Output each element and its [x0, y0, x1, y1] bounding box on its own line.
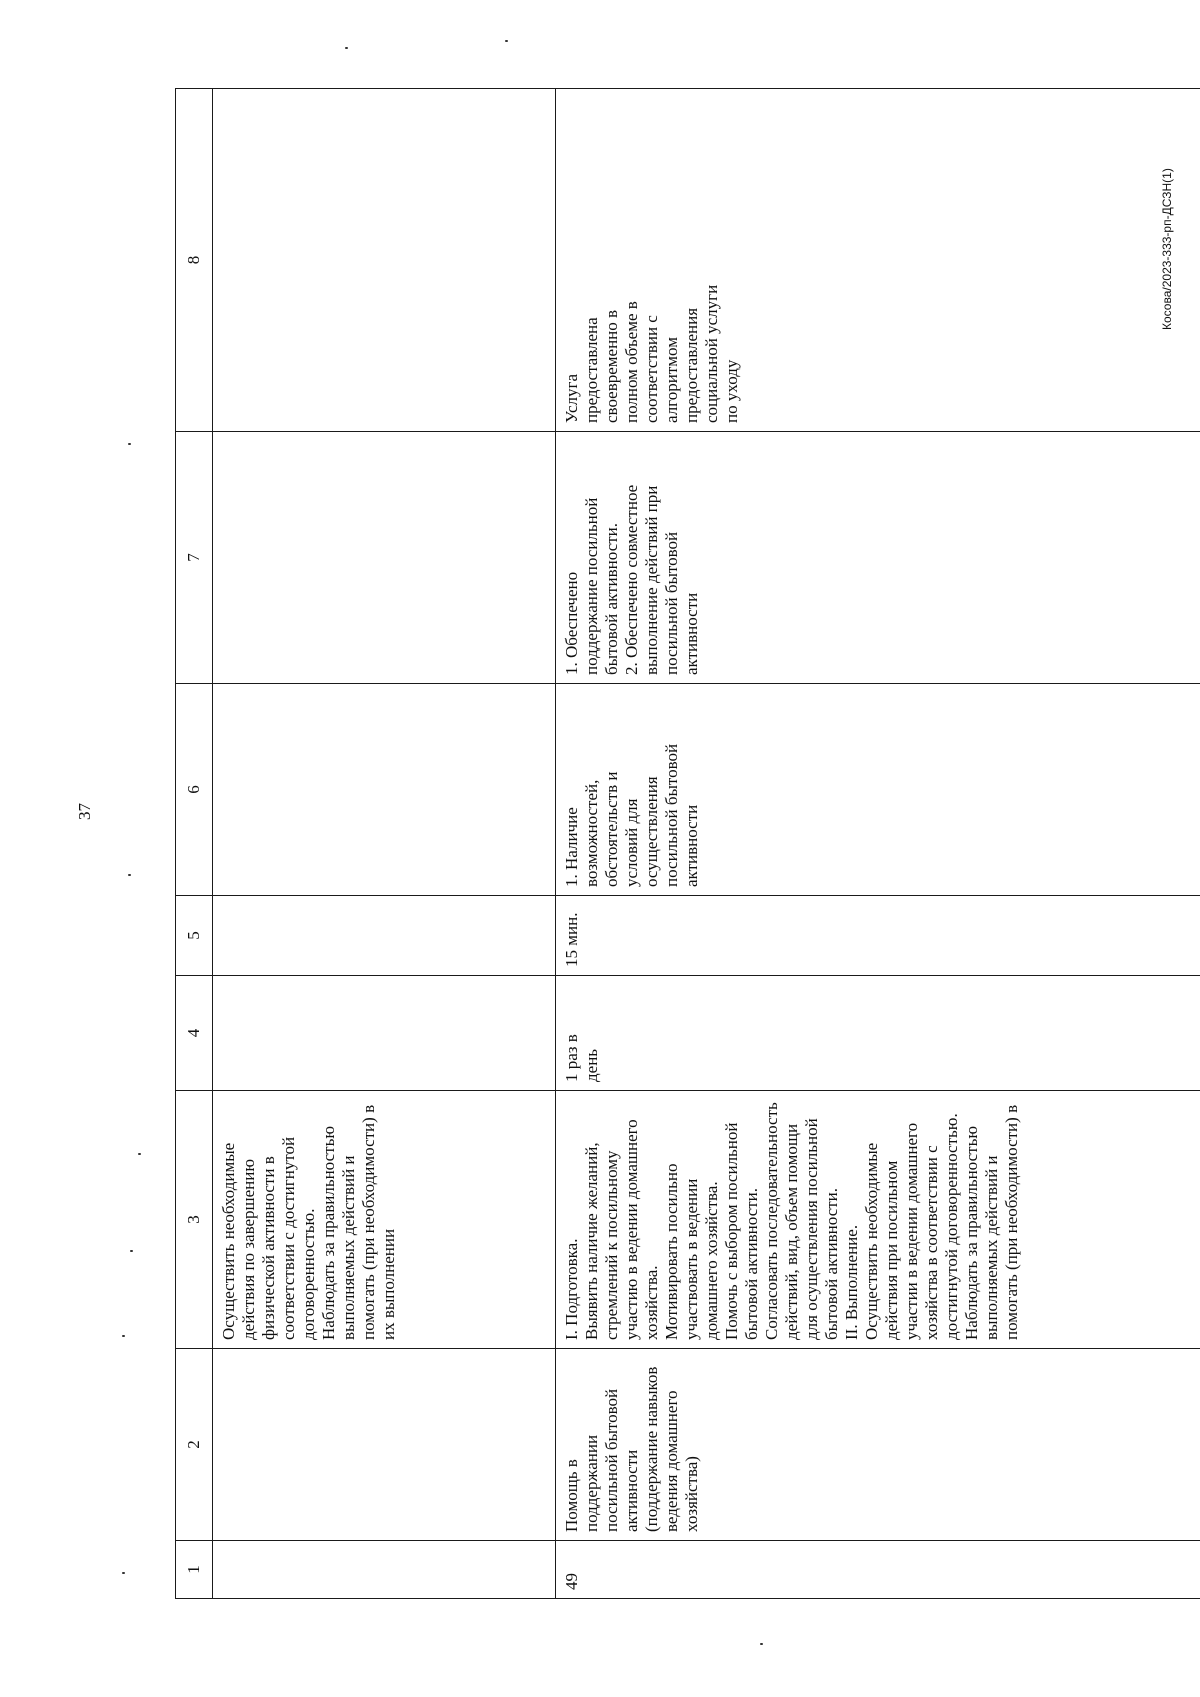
- header-col-1: 1: [176, 1541, 213, 1599]
- row49-cell-frequency: 1 раз в день: [556, 976, 1200, 1091]
- scan-speck: [130, 1250, 133, 1252]
- cont-cell-actions: Осуществить необходимые действия по завершению физической активности в соответствии с достигнутой договоренностью. Наблюдать за правильностью выполняемых действий и помогать (при необходимости) в их выполнении: [213, 1091, 556, 1349]
- row49-cell-actions: I. Подготовка. Выявить наличие желаний, стремлений к посильному участию в ведении домашнего хозяйства. Мотивировать посильно участвовать в ведении домашнего хозяйства. Помочь с выбором посильной бытовой активности. Согласовать последовательность действий, вид, объем помощи для осуществления посильной бытовой активности. II. Выполнение. Осуществить необходимые действия при посильном участии в ведении домашнего хозяйства в соответствии с достигнутой договоренностью. Наблюдать за правильностью выполняемых действий и помогать (при необходимости) в: [556, 1091, 1200, 1349]
- row49-cell-conditions: 1. Наличие возможностей, обстоятельств и условий для осуществления посильной бытовой активности: [556, 684, 1200, 896]
- row49-cell-number: 49: [556, 1541, 1200, 1599]
- table-header-row: [176, 89, 213, 1599]
- scan-speck: [138, 1153, 141, 1155]
- table-row-continuation: [213, 89, 556, 1599]
- scan-speck: [505, 40, 508, 42]
- row49-cell-service: Помощь в поддержании посильной бытовой активности (поддержание навыков ведения домашнего хозяйства): [556, 1349, 1200, 1541]
- document-code: Косова/2023-333-рп-ДСЗН(1): [1160, 168, 1174, 330]
- header-col-6: 6: [176, 684, 213, 896]
- scan-speck: [122, 1572, 125, 1574]
- cont-cell-conditions: [213, 684, 556, 896]
- cont-cell-frequency: [213, 976, 556, 1091]
- header-col-7: 7: [176, 432, 213, 684]
- row49-cell-duration: 15 мин.: [556, 896, 1200, 976]
- row49-cell-quality: Услуга предоставлена своевременно в полном объеме в соответствии с алгоритмом предоставления социальной услуги по уходу: [556, 89, 1200, 432]
- services-table: [175, 88, 1200, 1599]
- rotated-table-container: [175, 89, 1200, 1599]
- table-row-49: [556, 89, 1200, 1599]
- row49-cell-result: 1. Обеспечено поддержание посильной бытовой активности. 2. Обеспечено совместное выполнение действий при посильной бытовой активности: [556, 432, 1200, 684]
- scan-speck: [122, 1335, 125, 1337]
- cont-cell-number: [213, 1541, 556, 1599]
- page-number: 37: [75, 803, 94, 820]
- cont-cell-duration: [213, 896, 556, 976]
- header-col-3: 3: [176, 1091, 213, 1349]
- scan-speck: [345, 47, 348, 49]
- scan-speck: [760, 1643, 763, 1645]
- cont-cell-result: [213, 432, 556, 684]
- header-col-8: 8: [176, 89, 213, 432]
- header-col-4: 4: [176, 976, 213, 1091]
- cont-cell-service: [213, 1349, 556, 1541]
- scan-speck: [128, 443, 131, 445]
- scan-speck: [128, 874, 131, 876]
- header-col-5: 5: [176, 896, 213, 976]
- cont-cell-quality: [213, 89, 556, 432]
- header-col-2: 2: [176, 1349, 213, 1541]
